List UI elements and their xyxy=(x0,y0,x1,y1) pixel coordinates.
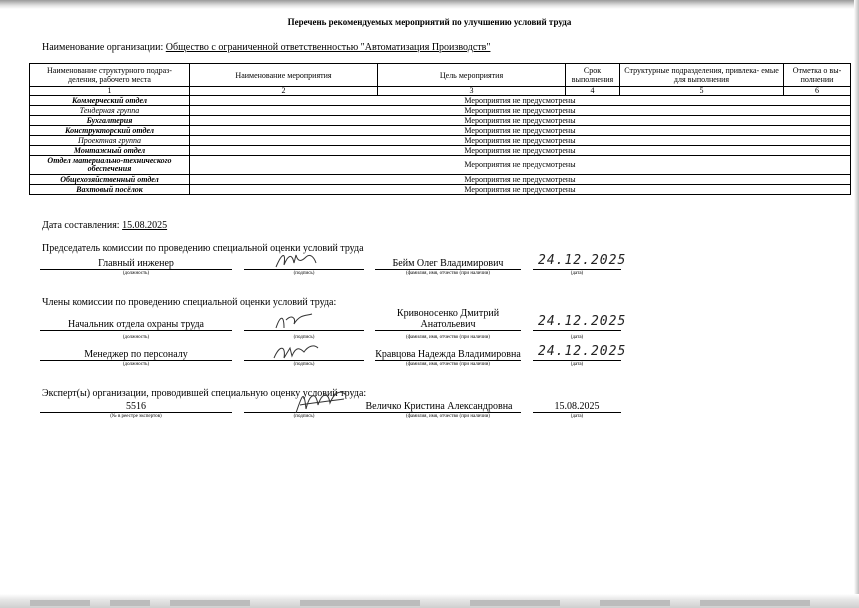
table-row xyxy=(30,96,851,106)
column-number: 3 xyxy=(378,87,566,96)
header-cell: Отметка о вы- полнении xyxy=(784,64,851,87)
compile-date-value: 15.08.2025 xyxy=(122,220,168,231)
member1-handwritten-date: 24.12.2025 xyxy=(538,314,627,329)
column-number-row xyxy=(30,87,851,96)
department-name: Бухгалтерия xyxy=(30,116,190,126)
column-number: 2 xyxy=(190,87,378,96)
caption-fio: (фамилия, имя, отчество (при наличии) xyxy=(406,271,490,276)
chair-position: Главный инженер xyxy=(40,258,232,270)
caption-date: (дата) xyxy=(570,414,584,419)
member1-position: Начальник отдела охраны труда xyxy=(40,319,232,331)
department-name: Тендерная группа xyxy=(30,106,190,116)
caption-date: (дата) xyxy=(570,362,584,367)
column-number: 5 xyxy=(620,87,784,96)
expert-date: 15.08.2025 xyxy=(533,401,621,413)
expert-name: Величко Кристина Александровна xyxy=(357,401,521,413)
department-name: Проектная группа xyxy=(30,136,190,146)
member2-position: Менеджер по персоналу xyxy=(40,349,232,361)
org-value: Общество с ограниченной ответственностью "Автоматизация Производств" xyxy=(165,42,491,53)
caption-date: (дата) xyxy=(570,271,584,276)
scan-edge-top xyxy=(0,0,859,9)
department-name: Общехозяйственный отдел xyxy=(30,175,190,185)
header-cell: Наименование структурного подраз- деления, рабочего места xyxy=(30,64,190,87)
column-number: 4 xyxy=(566,87,620,96)
expert-reg-number: 5516 xyxy=(40,401,232,413)
caption-fio: (фамилия, имя, отчество (при наличии) xyxy=(406,414,490,419)
table-row xyxy=(30,116,851,126)
chair-signature xyxy=(272,249,320,271)
table-row xyxy=(30,156,851,175)
measures-cell: Мероприятия не предусмотрены xyxy=(190,175,851,185)
header-cell: Срок выполнения xyxy=(566,64,620,87)
measures-cell: Мероприятия не предусмотрены xyxy=(190,156,851,175)
header-cell: Структурные подразделения, привлека- емые для выполнения xyxy=(620,64,784,87)
caption-signature: (подпись) xyxy=(293,335,315,340)
measures-cell: Мероприятия не предусмотрены xyxy=(190,146,851,156)
caption-fio: (фамилия, имя, отчество (при наличии) xyxy=(406,362,490,367)
caption-fio: (фамилия, имя, отчество (при наличии) xyxy=(406,335,490,340)
caption-signature: (подпись) xyxy=(293,271,315,276)
measures-table xyxy=(29,63,851,195)
table-row xyxy=(30,126,851,136)
expert-heading: Эксперт(ы) организации, проводившей специальную оценку условий труда: xyxy=(42,388,367,399)
org-label: Наименование организации: xyxy=(42,42,164,53)
caption-signature: (подпись) xyxy=(293,414,315,419)
member2-name: Кравцова Надежда Владимировна xyxy=(375,349,521,360)
table-row xyxy=(30,146,851,156)
chair-handwritten-date: 24.12.2025 xyxy=(538,253,627,268)
scan-edge-bottom xyxy=(0,594,859,608)
member1-signature xyxy=(272,310,318,332)
compile-date-line xyxy=(42,220,167,231)
caption-signature: (подпись) xyxy=(293,362,315,367)
measures-cell: Мероприятия не предусмотрены xyxy=(190,136,851,146)
caption-reg: (№ в реестре экспертов) xyxy=(110,414,162,419)
document-title: Перечень рекомендуемых мероприятий по улучшению условий труда xyxy=(287,17,572,27)
chair-name: Бейм Олег Владимирович xyxy=(375,258,521,270)
member2-signature xyxy=(270,340,322,364)
measures-cell: Мероприятия не предусмотрены xyxy=(190,116,851,126)
column-number: 1 xyxy=(30,87,190,96)
table-header-row xyxy=(30,64,851,87)
member2-handwritten-date: 24.12.2025 xyxy=(538,344,627,359)
column-number: 6 xyxy=(784,87,851,96)
table-row xyxy=(30,175,851,185)
table-row xyxy=(30,136,851,146)
department-name: Вахтовый посёлок xyxy=(30,185,190,195)
department-name: Коммерческий отдел xyxy=(30,96,190,106)
measures-cell: Мероприятия не предусмотрены xyxy=(190,106,851,116)
caption-position: (должность) xyxy=(122,362,150,367)
chair-heading: Председатель комиссии по проведению специальной оценки условий труда xyxy=(42,243,364,254)
measures-cell: Мероприятия не предусмотрены xyxy=(190,185,851,195)
member1-name: Кривоносенко Дмитрий Анатольевич xyxy=(375,308,521,331)
measures-cell: Мероприятия не предусмотрены xyxy=(190,126,851,136)
header-cell: Наименование мероприятия xyxy=(190,64,378,87)
table-row xyxy=(30,185,851,195)
table-row xyxy=(30,106,851,116)
department-name: Отдел материально-технического обеспечения xyxy=(30,156,190,175)
organization-line xyxy=(42,42,490,53)
members-heading: Члены комиссии по проведению специальной оценки условий труда: xyxy=(42,297,337,308)
caption-position: (должность) xyxy=(122,271,150,276)
scan-edge-right xyxy=(854,0,859,608)
expert-signature xyxy=(290,385,350,417)
department-name: Конструкторский отдел xyxy=(30,126,190,136)
compile-date-label: Дата составления: xyxy=(42,220,120,231)
caption-date: (дата) xyxy=(570,335,584,340)
header-cell: Цель мероприятия xyxy=(378,64,566,87)
measures-cell: Мероприятия не предусмотрены xyxy=(190,96,851,106)
department-name: Монтажный отдел xyxy=(30,146,190,156)
caption-position: (должность) xyxy=(122,335,150,340)
